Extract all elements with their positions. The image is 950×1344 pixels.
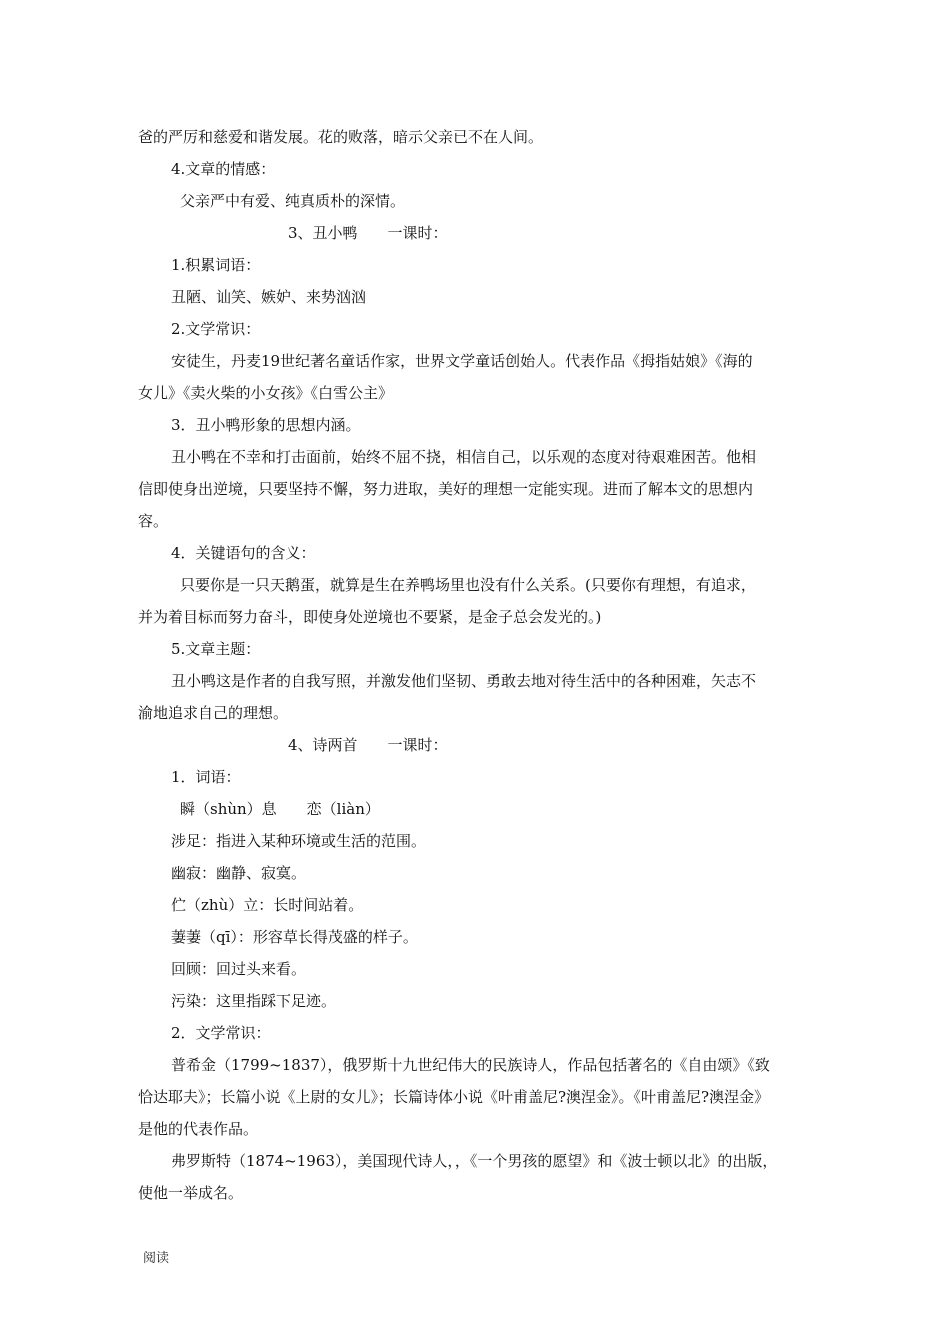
text-line: 使他一举成名。 <box>138 1184 244 1202</box>
text-line: 安徒生，丹麦19世纪著名童话作家，世界文学童话创始人。代表作品《拇指姑娘》《海的 <box>171 352 753 370</box>
text-line: 幽寂：幽静、寂寞。 <box>171 864 307 882</box>
text-line: 丑小鸭这是作者的自我写照，并激发他们坚韧、勇敢去地对待生活中的各种困难，矢志不 <box>171 672 757 690</box>
section-heading: 1.积累词语： <box>171 256 261 274</box>
text-line: 丑小鸭在不幸和打击面前，始终不屈不挠，相信自己，以乐观的态度对待艰难困苦。他相 <box>171 448 757 466</box>
text-line: 萋萋（qī）：形容草长得茂盛的样子。 <box>171 928 418 946</box>
lesson-title: 3、丑小鸭 一课时： <box>288 224 448 242</box>
text-line: 弗罗斯特（1874~1963），美国现代诗人，，《一个男孩的愿望》和《波士顿以北》的出版， <box>171 1152 778 1170</box>
text-line: 丑陋、讪笑、嫉妒、来势汹汹 <box>171 288 367 306</box>
text-line: 是他的代表作品。 <box>138 1120 259 1138</box>
page-footer: 阅读 <box>143 1251 170 1266</box>
section-heading: 1．词语： <box>171 768 241 786</box>
section-heading: 4．关键语句的含义： <box>171 544 316 562</box>
text-line: 爸的严厉和慈爱和谐发展。花的败落，暗示父亲已不在人间。 <box>138 128 544 146</box>
section-heading: 5.文章主题： <box>171 640 261 658</box>
text-line: 普希金（1799~1837），俄罗斯十九世纪伟大的民族诗人，作品包括著名的《自由颂》《致 <box>171 1056 770 1074</box>
text-line: 容。 <box>138 512 169 530</box>
section-heading: 4.文章的情感： <box>171 160 276 178</box>
text-line: 只要你是一只天鹅蛋，就算是生在养鸭场里也没有什么关系。(只要你有理想，有追求， <box>180 576 756 594</box>
text-line: 回顾：回过头来看。 <box>171 960 307 978</box>
section-heading: 2.文学常识： <box>171 320 261 338</box>
text-line: 涉足：指进入某种环境或生活的范围。 <box>171 832 427 850</box>
text-line: 恰达耶夫》；长篇小说《上尉的女儿》；长篇诗体小说《叶甫盖尼?澳涅金》。《叶甫盖尼?澳涅金》 <box>138 1088 770 1106</box>
text-line: 渝地追求自己的理想。 <box>138 704 289 722</box>
text-line: 女儿》《卖火柴的小女孩》《白雪公主》 <box>138 384 394 402</box>
text-line: 伫（zhù）立：长时间站着。 <box>171 896 364 914</box>
text-line: 父亲严中有爱、纯真质朴的深情。 <box>180 192 406 210</box>
text-line: 并为着目标而努力奋斗，即使身处逆境也不要紧，是金子总会发光的。) <box>138 608 602 626</box>
text-line: 信即使身出逆境，只要坚持不懈，努力进取，美好的理想一定能实现。进而了解本文的思想内 <box>138 480 754 498</box>
text-line: 瞬（shùn）息 恋（liàn） <box>180 800 380 818</box>
section-heading: 3．丑小鸭形象的思想内涵。 <box>171 416 361 434</box>
lesson-title: 4、诗两首 一课时： <box>288 736 448 754</box>
text-line: 污染：这里指踩下足迹。 <box>171 992 337 1010</box>
section-heading: 2．文学常识： <box>171 1024 271 1042</box>
